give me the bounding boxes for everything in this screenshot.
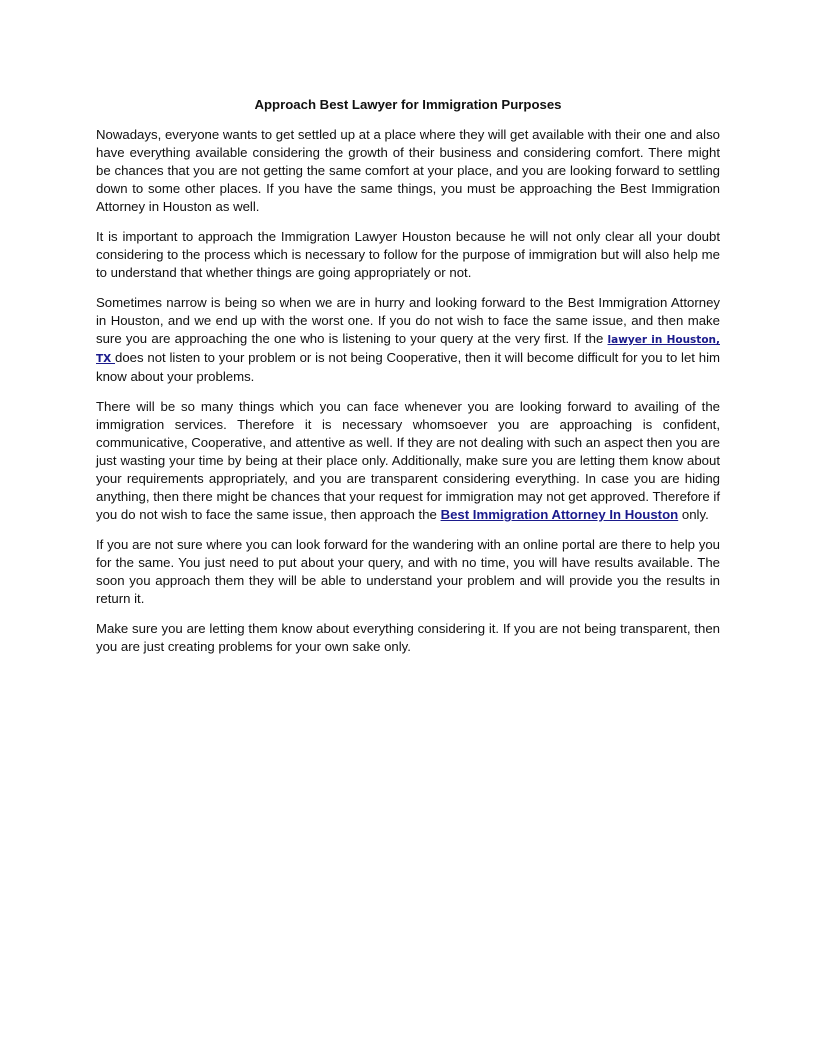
paragraph-6: Make sure you are letting them know about everything considering it. If you are not being transparent, then you are just creating problems for your own sake only. [96, 621, 720, 654]
paragraph-4-text-before: There will be so many things which you can face whenever you are looking forward to availing of the immigration services. Therefore it is necessary whomsoever you are approaching is confident, communicative, Cooperative, and attentive as well. If they are not dealing with such an aspect then you are just wasting your time by being at their place only. Additionally, make sure you are letting them know about your requirements appropriately, and you are transparent considering everything. In case you are hiding anything, then there might be chances that your request for immigration may not get approved. Therefore if you do not wish to face the same issue, then approach the [96, 399, 720, 522]
paragraph-3-text-after: does not listen to your problem or is not being Cooperative, then it will become difficult for you to let him know about your problems. [96, 350, 720, 384]
paragraph-3 [96, 294, 720, 386]
best-immigration-attorney-link[interactable]: Best Immigration Attorney In Houston [440, 507, 679, 522]
paragraph-3-text-before: Sometimes narrow is being so when we are in hurry and looking forward to the Best Immigration Attorney in Houston, and we end up with the worst one. If you do not wish to face the same issue, and then make sure you are approaching the one who is listening to your query at the very first. If the [96, 295, 720, 346]
paragraph-2: It is important to approach the Immigration Lawyer Houston because he will not only clear all your doubt considering to the process which is necessary to follow for the purpose of immigration but will also help me to understand that whether things are going appropriately or not. [96, 229, 720, 280]
paragraph-1: Nowadays, everyone wants to get settled up at a place where they will get available with their one and also have everything available considering the growth of their business and considering comfort. There might be chances that you are not getting the same comfort at your place, and you are looking forward to settling down to some other places. If you have the same things, you must be approaching the Best Immigration Attorney in Houston as well. [96, 127, 720, 214]
document-title: Approach Best Lawyer for Immigration Purposes [254, 97, 562, 112]
document-page [96, 96, 720, 668]
paragraph-4-text-after: only. [678, 507, 709, 522]
lawyer-houston-tx-link[interactable]: lawyer in Houston, TX [96, 334, 720, 365]
paragraph-4 [96, 398, 720, 524]
paragraph-5: If you are not sure where you can look forward for the wandering with an online portal are there to help you for the same. You just need to put about your query, and with no time, you will have results available. The soon you approach them they will be able to understand your problem and will provide you the results in return it. [96, 537, 720, 606]
